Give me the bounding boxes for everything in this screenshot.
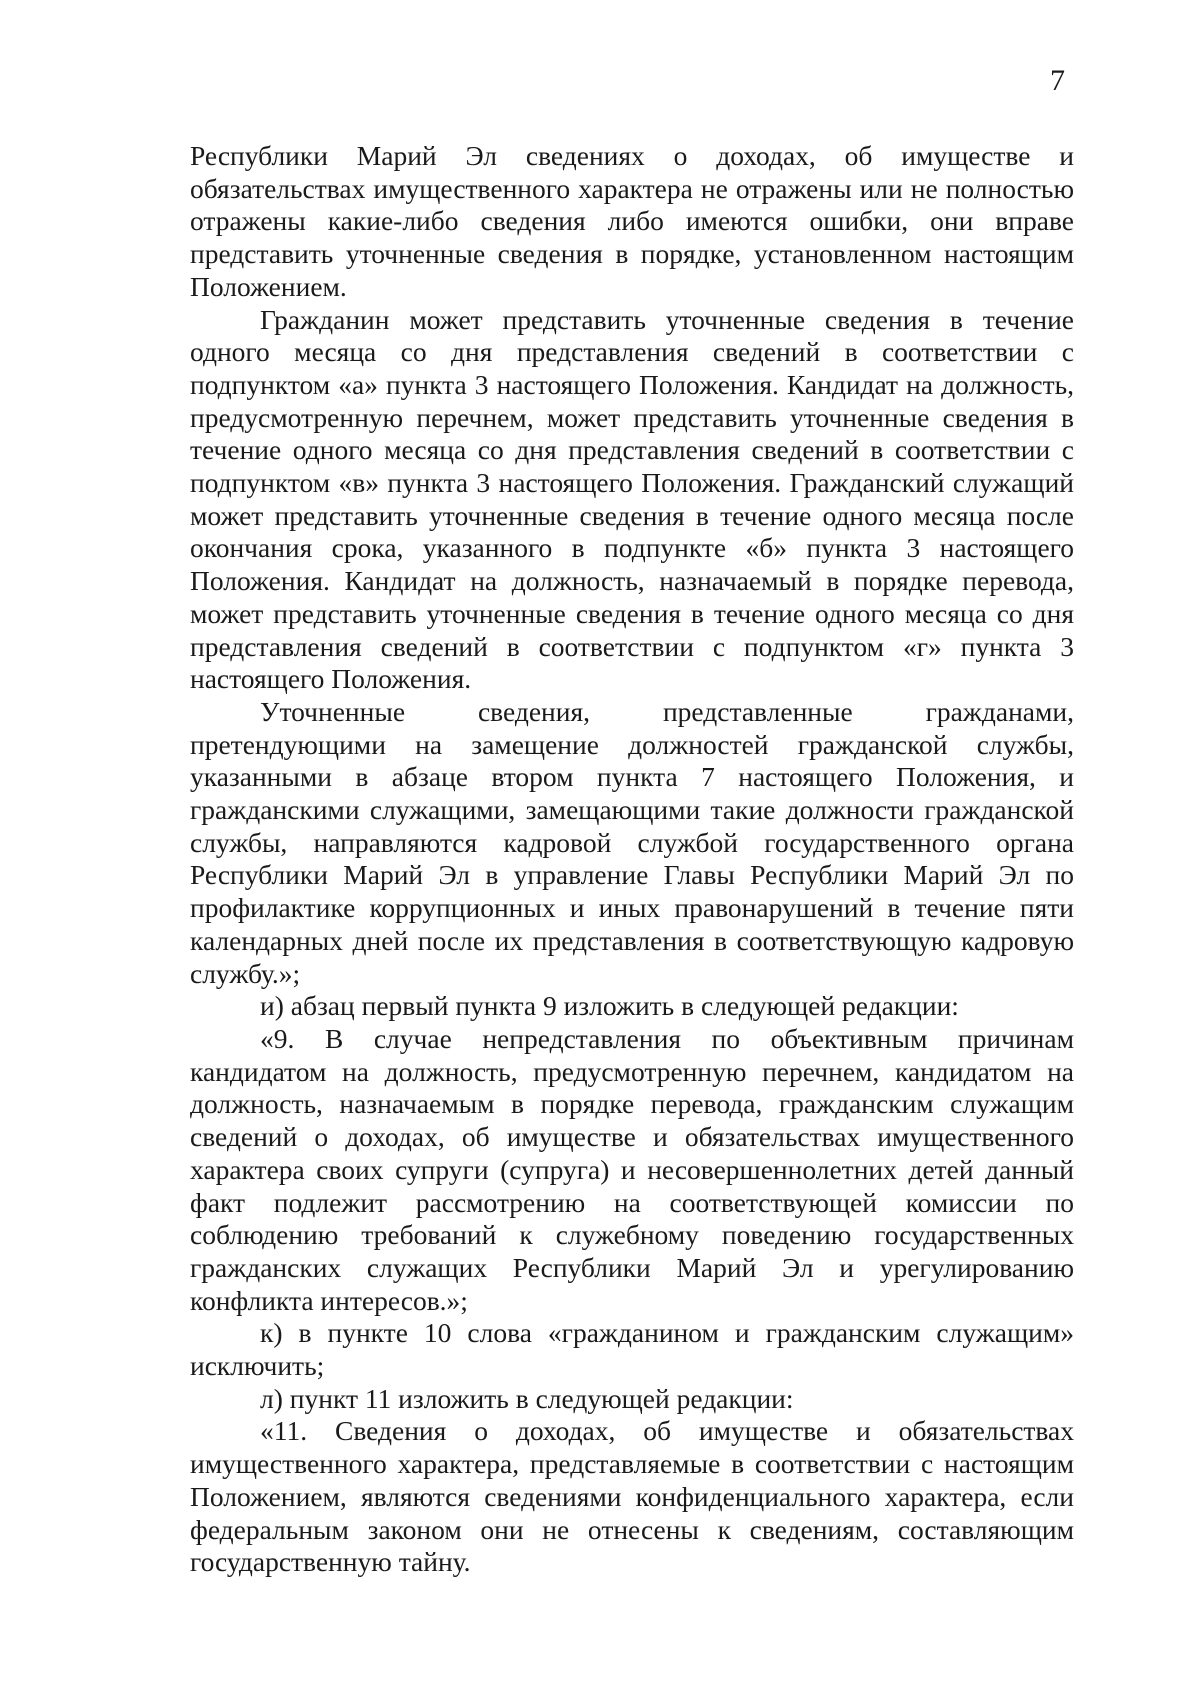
paragraph-item-k: к) в пункте 10 слова «гражданином и гражданским служащим» исключить; xyxy=(190,1317,1074,1382)
paragraph-clarified-info-deadlines: Гражданин может представить уточненные сведения в течение одного месяца со дня представления сведений в соответствии с подпунктом «а» пункта 3 настоящего Положения. Кандидат на должность, предусмотренную перечнем, может представить уточненные сведения в течение одного месяца со дня представления сведений в соответствии с подпунктом «в» пункта 3 настоящего Положения. Гражданский служащий может представить уточненные сведения в течение одного месяца после окончания срока, указанного в подпункте «б» пункта 3 настоящего Положения. Кандидат на должность, назначаемый в порядке перевода, может представить уточненные сведения в течение одного месяца со дня представления сведений в соответствии с подпунктом «г» пункта 3 настоящего Положения. xyxy=(190,303,1074,695)
document-body xyxy=(190,140,1074,1579)
paragraph-clause-11: «11. Сведения о доходах, об имуществе и обязательствах имущественного характера, представляемые в соответствии с настоящим Положением, являются сведениями конфиденциального характера, если федеральным законом они не отнесены к сведениям, составляющим государственную тайну. xyxy=(190,1415,1074,1578)
paragraph-clause-9: «9. В случае непредставления по объективным причинам кандидатом на должность, предусмотренную перечнем, кандидатом на должность, назначаемым в порядке перевода, гражданским служащим сведений о доходах, об имуществе и обязательствах имущественного характера своих супруги (супруга) и несовершеннолетних детей данный факт подлежит рассмотрению на соответствующей комиссии по соблюдению требований к служебному поведению государственных гражданских служащих Республики Марий Эл и урегулированию конфликта интересов.»; xyxy=(190,1022,1074,1316)
page-number: 7 xyxy=(1050,64,1065,97)
paragraph-item-l: л) пункт 11 изложить в следующей редакции: xyxy=(260,1382,794,1414)
paragraph-continuation: Республики Марий Эл сведениях о доходах, об имуществе и обязательствах имущественного характера не отражены или не полностью отражены какие-либо сведения либо имеются ошибки, они вправе представить уточненные сведения в порядке, установленном настоящим Положением. xyxy=(190,140,1074,302)
paragraph-item-i: и) абзац первый пункта 9 изложить в следующей редакции: xyxy=(260,990,959,1022)
paragraph-clarified-info-routing: Уточненные сведения, представленные гражданами, претендующими на замещение должностей гражданской службы, указанными в абзаце втором пункта 7 настоящего Положения, и гражданскими служащими, замещающими такие должности гражданской службы, направляются кадровой службой государственного органа Республики Марий Эл в управление Главы Республики Марий Эл по профилактике коррупционных и иных правонарушений в течение пяти календарных дней после их представления в соответствующую кадровую службу.»; xyxy=(190,695,1074,989)
